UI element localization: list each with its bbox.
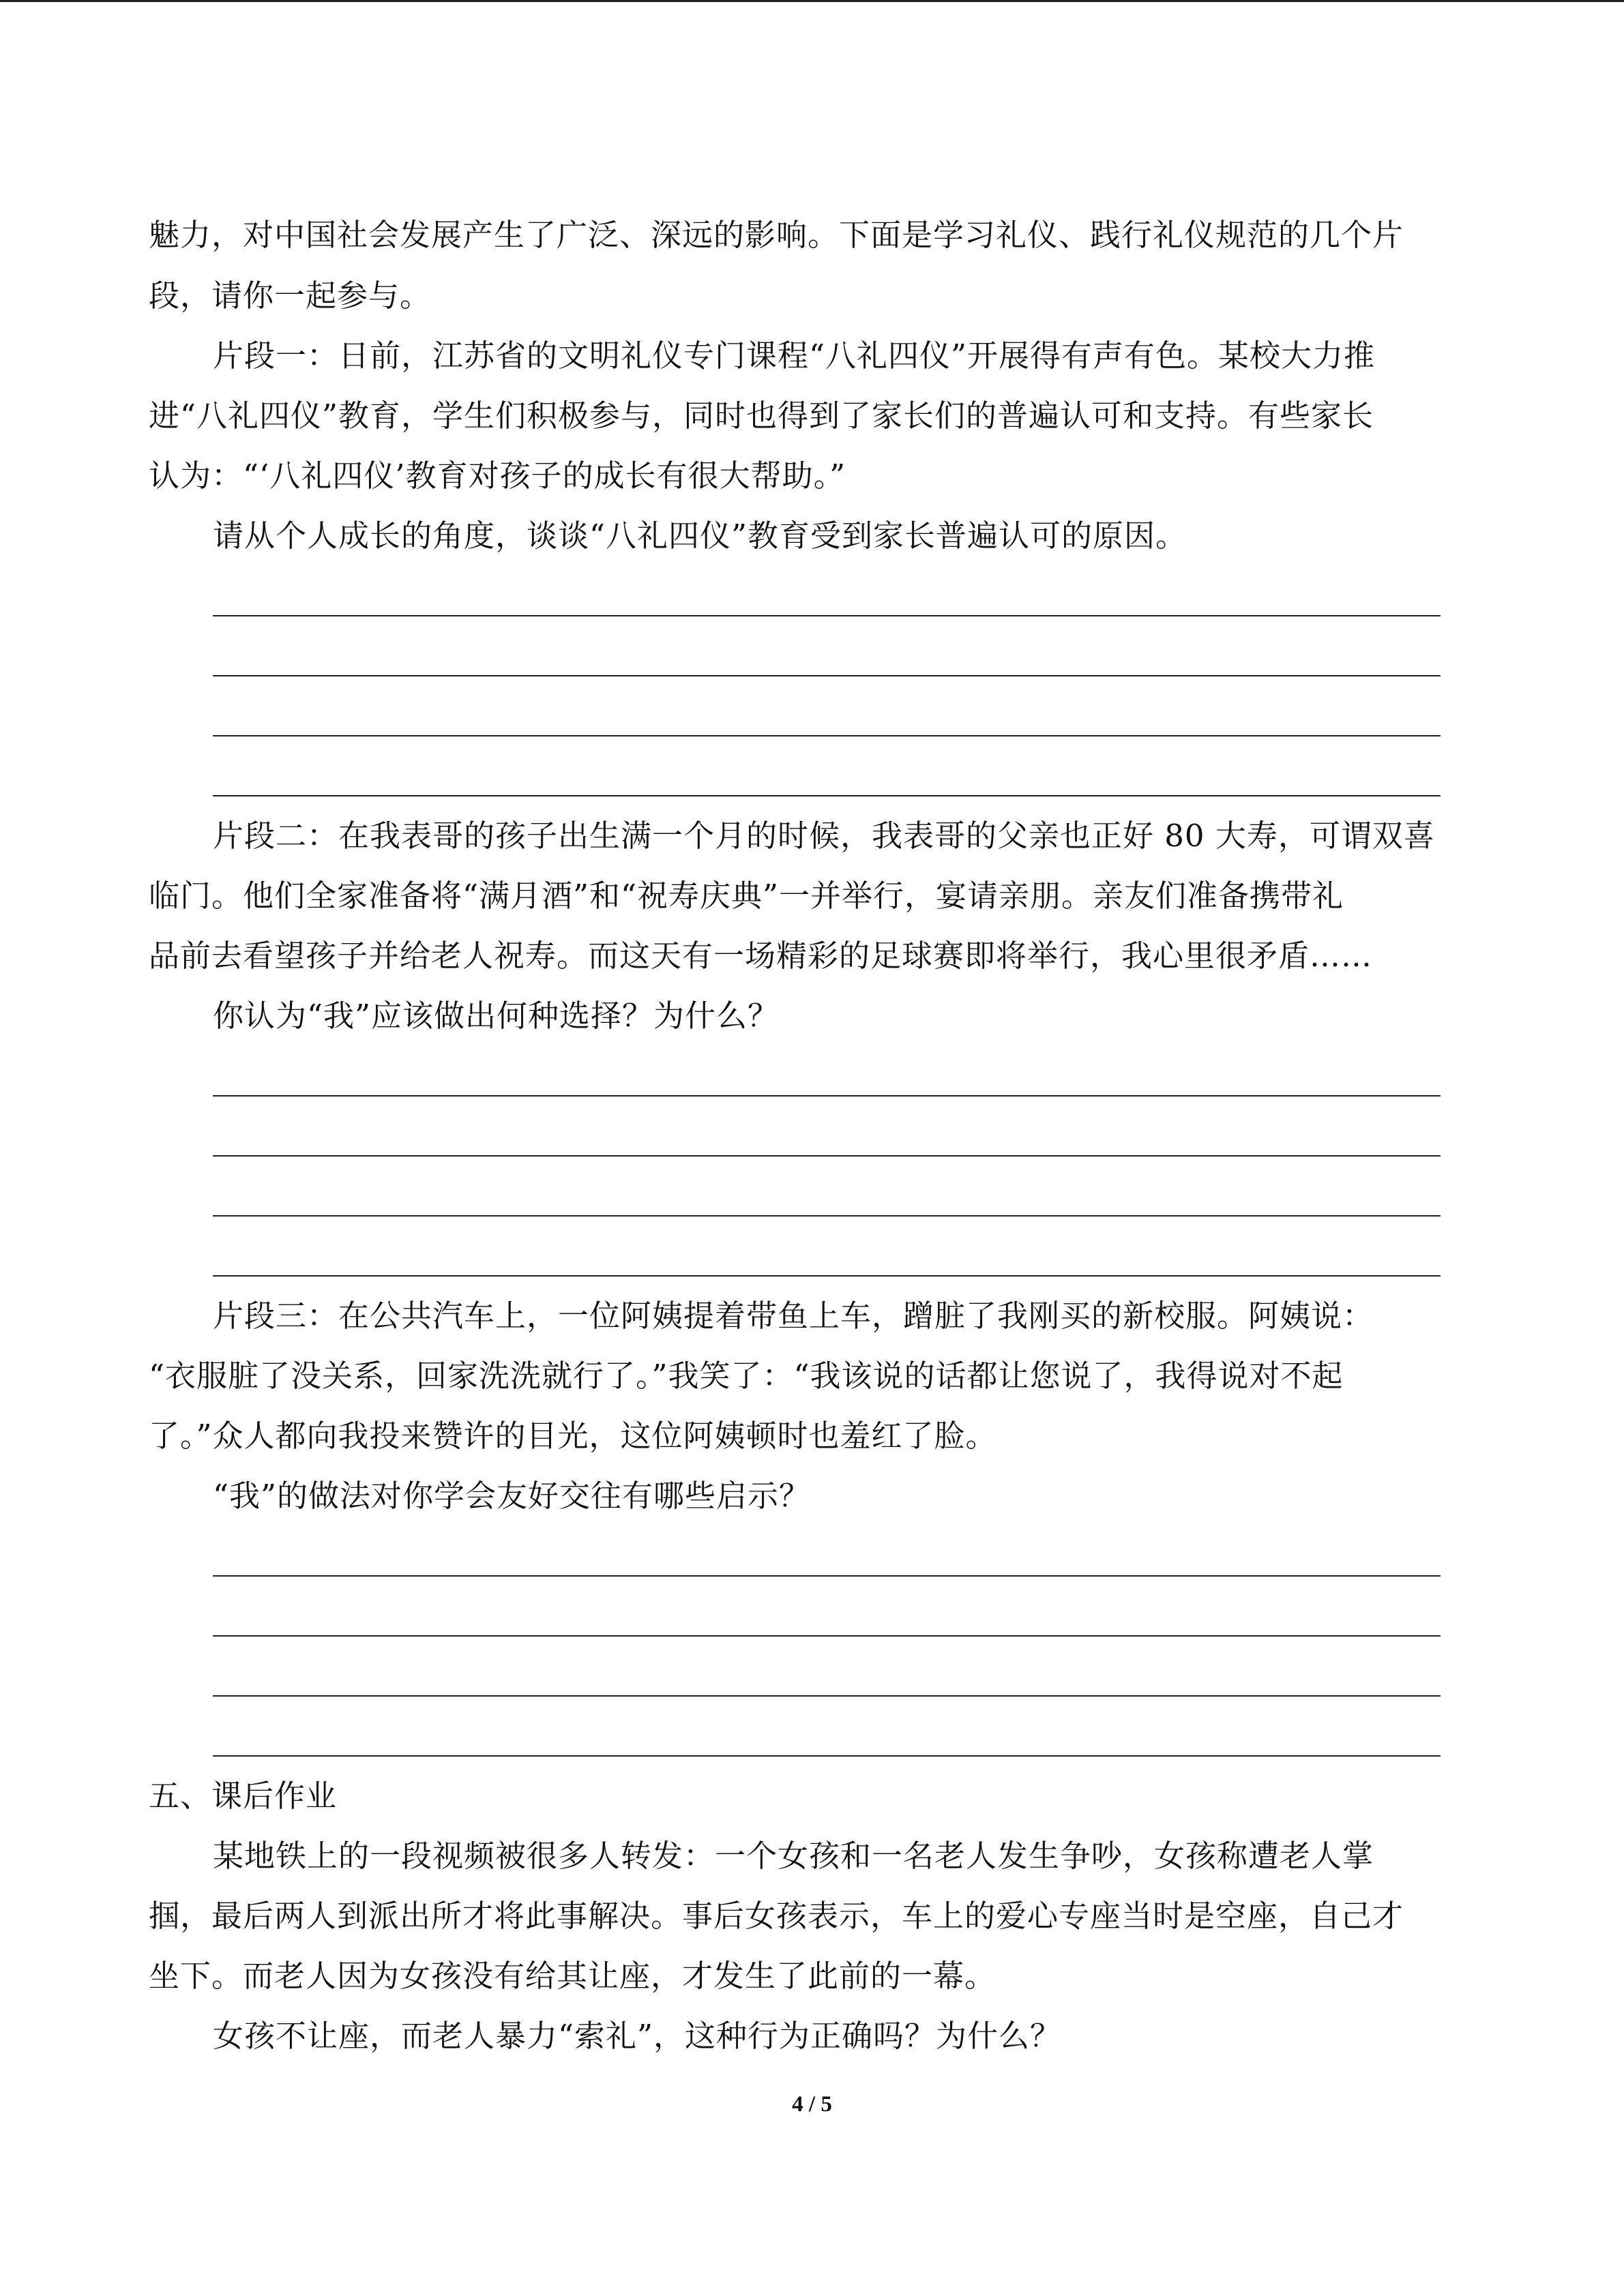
fragment1-question: 请从个人成长的角度，谈谈“八礼四仪”教育受到家长普遍认可的原因。 [213, 518, 1187, 554]
fragment1-line-3: 认为：“‘八礼四仪’教育对孩子的成长有很大帮助。” [149, 458, 846, 494]
answer-line[interactable] [213, 1275, 1441, 1277]
section5-line-1: 某地铁上的一段视频被很多人转发：一个女孩和一名老人发生争吵，女孩称遭老人掌 [213, 1838, 1374, 1874]
intro-line-1: 魅力，对中国社会发展产生了广泛、深远的影响。下面是学习礼仪、践行礼仪规范的几个片 [149, 217, 1404, 253]
answer-line[interactable] [213, 1095, 1441, 1097]
answer-line[interactable] [213, 1575, 1441, 1577]
answer-line[interactable] [213, 1635, 1441, 1637]
fragment2-line-3: 品前去看望孩子并给老人祝寿。而这天有一场精彩的足球赛即将举行，我心里很矛盾…… [149, 938, 1373, 974]
intro-line-2: 段，请你一起参与。 [149, 278, 432, 314]
section5-line-2: 掴，最后两人到派出所才将此事解决。事后女孩表示，车上的爱心专座当时是空座，自己才 [149, 1898, 1404, 1934]
answer-line[interactable] [213, 675, 1441, 676]
answer-line[interactable] [213, 1155, 1441, 1157]
top-border [0, 0, 1624, 2]
fragment1-line-2: 进“八礼四仪”教育，学生们积极参与，同时也得到了家长们的普遍认可和支持。有些家长 [149, 398, 1374, 434]
answer-line[interactable] [213, 1215, 1441, 1217]
fragment3-question: “我”的做法对你学会友好交往有哪些启示？ [213, 1478, 811, 1514]
section-heading: 五、课后作业 [149, 1778, 338, 1814]
section5-question: 女孩不让座，而老人暴力“索礼”，这种行为正确吗？为什么？ [213, 2018, 1062, 2054]
fragment3-line-3: 了。”众人都向我投来赞许的目光，这位阿姨顿时也羞红了脸。 [149, 1418, 997, 1454]
answer-line[interactable] [213, 1755, 1441, 1757]
section5-line-3: 坐下。而老人因为女孩没有给其让座，才发生了此前的一幕。 [149, 1958, 996, 1994]
fragment3-line-2: “衣服脏了没关系，回家洗洗就行了。”我笑了：“我该说的话都让您说了，我得说对不起 [149, 1358, 1344, 1394]
fragment3-line-1: 片段三：在公共汽车上，一位阿姨提着带鱼上车，蹭脏了我刚买的新校服。阿姨说： [213, 1298, 1374, 1334]
answer-line[interactable] [213, 795, 1441, 796]
answer-line[interactable] [213, 735, 1441, 736]
fragment2-line-2: 临门。他们全家准备将“满月酒”和“祝寿庆典”一并举行，宴请亲朋。亲友们准备携带礼 [149, 878, 1344, 914]
fragment2-line-1: 片段二：在我表哥的孩子出生满一个月的时候，我表哥的父亲也正好 80 大寿，可谓双喜 [213, 818, 1435, 854]
fragment2-question: 你认为“我”应该做出何种选择？为什么？ [213, 998, 780, 1034]
answer-line[interactable] [213, 615, 1441, 616]
fragment1-line-1: 片段一：日前，江苏省的文明礼仪专门课程“八礼四仪”开展得有声有色。某校大力推 [213, 338, 1376, 374]
answer-line[interactable] [213, 1695, 1441, 1697]
page-number: 4 / 5 [792, 2092, 832, 2117]
